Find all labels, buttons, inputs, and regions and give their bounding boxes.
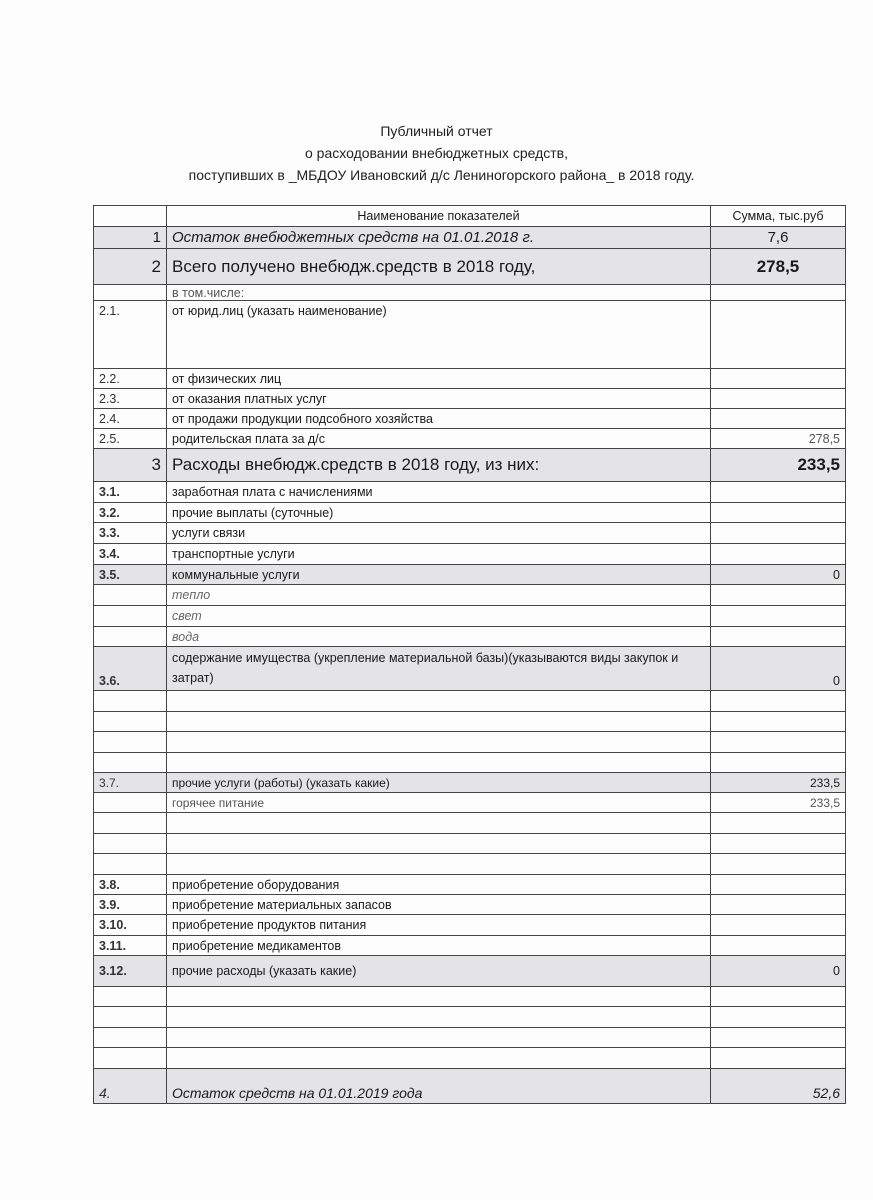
row-sum — [711, 732, 846, 753]
table-row — [94, 429, 846, 449]
row-sum: 7,6 — [711, 227, 846, 249]
row-num — [94, 285, 167, 301]
table-row — [94, 503, 846, 523]
row-sum — [711, 936, 846, 956]
row-name: транспортные услуги — [167, 544, 711, 565]
row-num: 3.11. — [94, 936, 167, 956]
row-sum — [711, 1048, 846, 1069]
row-name: от оказания платных услуг — [167, 389, 711, 409]
row-num — [94, 1007, 167, 1028]
row-name — [167, 987, 711, 1007]
header-name: Наименование показателей — [167, 206, 711, 227]
row-sum — [711, 834, 846, 854]
row-sum — [711, 1028, 846, 1048]
table-row — [94, 854, 846, 875]
row-name — [167, 712, 711, 732]
table-row — [94, 409, 846, 429]
row-num: 3.6. — [94, 647, 167, 691]
row-name: Остаток средств на 01.01.2019 года — [167, 1069, 711, 1104]
table-row — [94, 227, 846, 249]
table-row — [94, 712, 846, 732]
row-num: 3.1. — [94, 482, 167, 503]
row-sum — [711, 895, 846, 915]
table-row — [94, 606, 846, 627]
row-name: содержание имущества (укрепление материальной базы)(указываются виды закупок и затрат) — [167, 647, 711, 691]
row-num: 2.5. — [94, 429, 167, 449]
row-num: 3.7. — [94, 773, 167, 793]
row-sum — [711, 544, 846, 565]
row-num: 2 — [94, 249, 167, 285]
row-num — [94, 854, 167, 875]
table-row — [94, 732, 846, 753]
row-sum: 52,6 — [711, 1069, 846, 1104]
table-row — [94, 793, 846, 813]
row-num: 2.2. — [94, 369, 167, 389]
table-row — [94, 915, 846, 936]
row-num: 3 — [94, 449, 167, 482]
row-num — [94, 606, 167, 627]
row-name: Остаток внебюджетных средств на 01.01.2018 г. — [167, 227, 711, 249]
row-sum — [711, 523, 846, 544]
row-sum — [711, 585, 846, 606]
row-sum — [711, 606, 846, 627]
faint-handwritten-mark — [770, 1170, 820, 1180]
table-row — [94, 773, 846, 793]
row-name: прочие расходы (указать какие) — [167, 956, 711, 987]
row-name: от продажи продукции подсобного хозяйства — [167, 409, 711, 429]
table-row — [94, 1048, 846, 1069]
table-row — [94, 987, 846, 1007]
row-num — [94, 1048, 167, 1069]
table-row — [94, 482, 846, 503]
row-num: 2.4. — [94, 409, 167, 429]
table-row — [94, 1007, 846, 1028]
row-sum — [711, 875, 846, 895]
title-line-1: Публичный отчет — [380, 123, 493, 139]
row-sum: 0 — [711, 956, 846, 987]
title-line-3: поступивших в _МБДОУ Ивановский д/с Лениногорского района_ в 2018 году. — [188, 167, 695, 183]
row-sum — [711, 482, 846, 503]
row-sum — [711, 753, 846, 773]
table-row — [94, 389, 846, 409]
table-row — [94, 753, 846, 773]
title-line-2: о расходовании внебюджетных средств, — [305, 145, 568, 161]
table-row — [94, 544, 846, 565]
row-num — [94, 732, 167, 753]
row-sum — [711, 285, 846, 301]
row-num — [94, 585, 167, 606]
row-name: Расходы внебюдж.средств в 2018 году, из них: — [167, 449, 711, 482]
table-row — [94, 565, 846, 585]
row-sum: 233,5 — [711, 773, 846, 793]
row-name: прочие услуги (работы) (указать какие) — [167, 773, 711, 793]
row-num: 3.9. — [94, 895, 167, 915]
row-num: 3.12. — [94, 956, 167, 987]
report-title — [0, 120, 873, 186]
row-num: 3.10. — [94, 915, 167, 936]
row-num: 2.3. — [94, 389, 167, 409]
row-sum — [711, 369, 846, 389]
row-name: Всего получено внебюдж.средств в 2018 году, — [167, 249, 711, 285]
row-name: приобретение продуктов питания — [167, 915, 711, 936]
row-name: прочие выплаты (суточные) — [167, 503, 711, 523]
row-sum: 233,5 — [711, 449, 846, 482]
row-sum — [711, 301, 846, 369]
row-sum — [711, 691, 846, 712]
table-row — [94, 1069, 846, 1104]
row-num: 3.4. — [94, 544, 167, 565]
table-row — [94, 813, 846, 834]
row-sum — [711, 627, 846, 647]
table-header-row — [94, 206, 846, 227]
row-name: приобретение медикаментов — [167, 936, 711, 956]
row-sum: 0 — [711, 647, 846, 691]
table-row — [94, 249, 846, 285]
row-name: свет — [167, 606, 711, 627]
row-name: заработная плата с начислениями — [167, 482, 711, 503]
row-sum — [711, 389, 846, 409]
row-name — [167, 732, 711, 753]
row-num: 2.1. — [94, 301, 167, 369]
row-name — [167, 813, 711, 834]
row-name — [167, 854, 711, 875]
row-name: от физических лиц — [167, 369, 711, 389]
header-num — [94, 206, 167, 227]
row-sum: 0 — [711, 565, 846, 585]
table-row — [94, 369, 846, 389]
row-name — [167, 1048, 711, 1069]
table-row — [94, 956, 846, 987]
row-sum — [711, 854, 846, 875]
row-name: приобретение оборудования — [167, 875, 711, 895]
row-num: 4. — [94, 1069, 167, 1104]
row-sum — [711, 712, 846, 732]
table-row — [94, 936, 846, 956]
row-name: родительская плата за д/с — [167, 429, 711, 449]
table-row — [94, 523, 846, 544]
table-row — [94, 1028, 846, 1048]
header-sum: Сумма, тыс.руб — [711, 206, 846, 227]
table-row — [94, 585, 846, 606]
row-num: 3.2. — [94, 503, 167, 523]
row-num: 3.8. — [94, 875, 167, 895]
row-name: в том.числе: — [167, 285, 711, 301]
row-num — [94, 691, 167, 712]
row-sum — [711, 813, 846, 834]
row-sum — [711, 503, 846, 523]
row-name — [167, 691, 711, 712]
row-name: приобретение материальных запасов — [167, 895, 711, 915]
row-name: тепло — [167, 585, 711, 606]
table-row — [94, 895, 846, 915]
row-num — [94, 1028, 167, 1048]
row-num — [94, 712, 167, 732]
row-sum: 278,5 — [711, 429, 846, 449]
row-sum: 233,5 — [711, 793, 846, 813]
row-num — [94, 834, 167, 854]
report-table — [93, 205, 846, 1104]
table-row — [94, 647, 846, 691]
row-sum — [711, 987, 846, 1007]
table-row — [94, 301, 846, 369]
row-sum — [711, 409, 846, 429]
row-name — [167, 1028, 711, 1048]
row-num — [94, 813, 167, 834]
table-row — [94, 875, 846, 895]
row-num: 3.3. — [94, 523, 167, 544]
row-name — [167, 1007, 711, 1028]
row-name: вода — [167, 627, 711, 647]
row-name: коммунальные услуги — [167, 565, 711, 585]
table-row — [94, 627, 846, 647]
row-num — [94, 753, 167, 773]
row-name: от юрид.лиц (указать наименование) — [167, 301, 711, 369]
row-num: 1 — [94, 227, 167, 249]
row-num — [94, 793, 167, 813]
row-name: услуги связи — [167, 523, 711, 544]
table-row — [94, 691, 846, 712]
row-sum: 278,5 — [711, 249, 846, 285]
row-name — [167, 834, 711, 854]
row-name — [167, 753, 711, 773]
row-name: горячее питание — [167, 793, 711, 813]
row-sum — [711, 915, 846, 936]
table-row — [94, 449, 846, 482]
table-row — [94, 834, 846, 854]
row-sum — [711, 1007, 846, 1028]
table-row — [94, 285, 846, 301]
row-num — [94, 987, 167, 1007]
row-num: 3.5. — [94, 565, 167, 585]
row-num — [94, 627, 167, 647]
